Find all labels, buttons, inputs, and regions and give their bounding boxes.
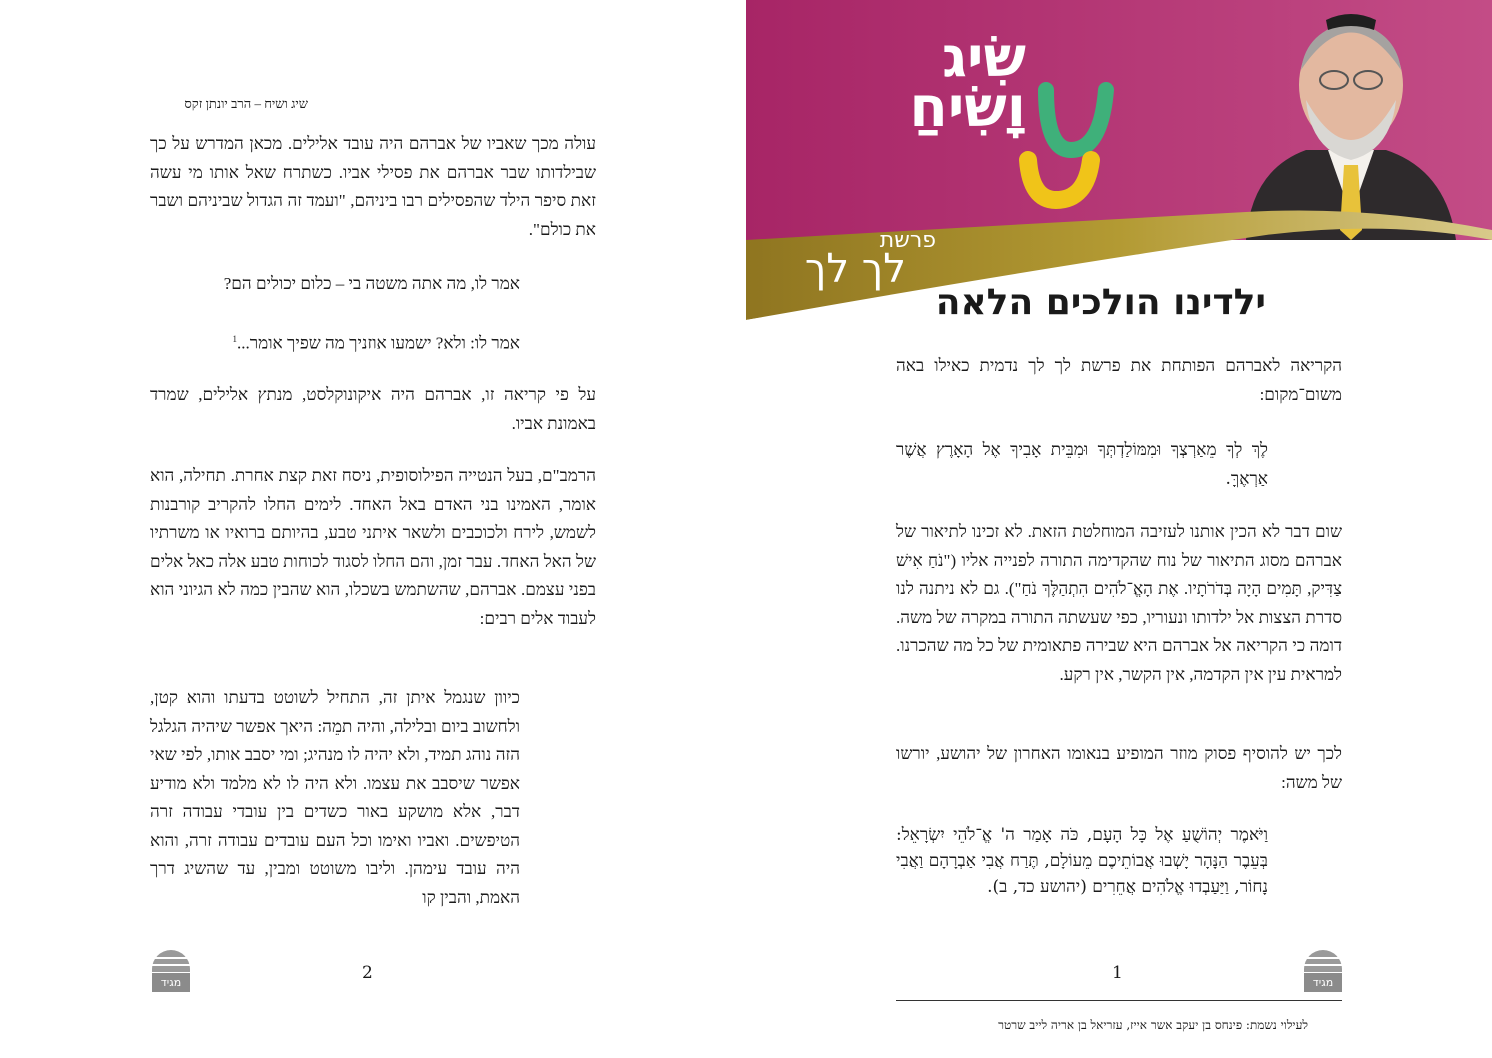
midrash-quote <box>180 325 520 358</box>
chapter-title: ילדינו הולכים הלאה <box>935 282 1266 323</box>
publisher-logo-text: מגיד <box>1304 973 1342 992</box>
body-paragraph: הרמב"ם, בעל הנטייה הפילוסופית, ניסח זאת קצת אחרת. תחילה, הוא אומר, האמינו בני האדם באל האחד. לימים החלו להקריב קורבנות לשמש, לירח ולכוכבים ולשאר איתני טבע, בהיותם ברואיו או משרתיו של האל האחד. עבר זמן, והם החלו לסגוד לכוחות טבע אלה כאל אלים בפני עצמם. אברהם, שהשתמש בשכלו, הוא שהבין כמה לא הגיוני הוא לעבוד אלים רבים: <box>150 466 596 628</box>
body-paragraph: הקריאה לאברהם הפותחת את פרשת לך לך נדמית כאילו באה משום־מקום: <box>896 356 1342 404</box>
right-page <box>746 0 1492 1058</box>
parasha-name: לך לך <box>804 246 906 292</box>
rambam-quote: כיוון שנגמל איתן זה, התחיל לשוטט בדעתו והוא קטן, ולחשוב ביום ובלילה, והיה תמֵה: היאך אפשר שיהיה הגלגל הזה נוהג תמיד, ולא יהיה לו מנהיג; ומי יסבב אותו, לפי שאי אפשר שיסבב את עצמו. ולא היה לו לא מלמד ולא מודיע דבר, אלא מושקע באור כשדים בין עובדי עבודה זרה הטיפשים. ואביו ואימו וכל העם עובדים עבודה זרה, והוא היה עובד עימהן. וליבו משוטט ומבין, עד שהשיג דרך האמת, והבין קו <box>150 688 520 907</box>
running-head: שיג ושיח – הרב יונתן זקס <box>184 96 308 111</box>
dedication-footer: לעילוי נשמת: פינחס בן יעקב אשר אייז, עזריאל בן אריה לייב שרטר <box>998 1018 1308 1032</box>
page-number: 2 <box>362 963 373 983</box>
page-number: 1 <box>1112 963 1123 983</box>
verse-quote: לֶךְ לְךָ מֵאַרְצְךָ וּמִמּוֹלַדְתְּךָ וּמִבֵּית אָבִיךָ אֶל הָאָרֶץ אֲשֶׁר אַרְאֶךָּ. <box>896 440 1268 489</box>
quote-text: אמר לו: ולא? ישמעו אוזניך מה שפיך אומר... <box>237 333 520 353</box>
footnote-marker[interactable]: 1 <box>232 334 238 344</box>
header-banner <box>746 0 1492 320</box>
logo-bottom-text: וָשִׂיחַ <box>909 75 1026 140</box>
logo-dome-icon <box>152 950 190 972</box>
body-paragraph: על פי קריאה זו, אברהם היה איקונוקלסט, מנתץ אלילים, שמרד באמונת אביו. <box>150 385 596 433</box>
body-paragraph: עולה מכך שאביו של אברהם היה עובד אלילים. מכאן המדרש על כך שבילדותו שבר אברהם את פסילי אביו. כשתרח שאל אותו מי עשה זאת סיפר הילד שהפסילים רבו ביניהם, "ועמד זה הגדול שביניהם ושבר את כולם". <box>150 134 596 239</box>
logo-top-text: שִׂיג <box>942 25 1026 90</box>
verse-quote: וַיֹּאמֶר יְהוֹשֻׁעַ אֶל כָּל הָעָם, כֹּה אָמַר ה' אֱ־לֹהֵי יִשְׂרָאֵל: בְּעֵבֶר הַנָּהָר יָשְׁבוּ אֲבוֹתֵיכֶם מֵעוֹלָם, תֶּרַח אֲבִי אַבְרָהָם וַאֲבִי נָחוֹר, וַיַּעַבְדוּ אֱלֹהִים אֲחֵרִים (יהושע כד, ב). <box>896 825 1268 897</box>
midrash-quote: אמר לו, מה אתה משטה בי – כלום יכולים הם? <box>223 274 520 293</box>
parasha-label: פרשת <box>879 228 936 253</box>
footer-divider <box>896 1000 1342 1001</box>
publisher-logo <box>152 950 190 992</box>
body-paragraph: לכך יש להוסיף פסוק מוזר המופיע בנאומו האחרון של יהושע, יורשו של משה: <box>896 744 1342 792</box>
publisher-logo <box>1304 950 1342 992</box>
logo-dome-icon <box>1304 950 1342 972</box>
publisher-logo-text: מגיד <box>152 973 190 992</box>
body-paragraph: שום דבר לא הכין אותנו לעזיבה המוחלטת הזאת. לא זכינו לתיאור של אברהם מסוג התיאור של נוח שהקדימה התורה לפנייה אליו ("נֹחַ אִישׁ צַדִּיק, תָּמִים הָיָה בְּדֹרֹתָיו. אֶת הָאֱ־לֹהִים הִתְהַלֶּךְ נֹחַ"). גם לא ניתנה לנו סדרת הצצות אל ילדותו ונעוריו, כפי שעשתה התורה במקרה של משה. דומה כי הקריאה אל אברהם היא שבירה פתאומית של כל מה שהכרנו. למראית עין אין הקדמה, אין הקשר, אין רקע. <box>896 522 1342 684</box>
